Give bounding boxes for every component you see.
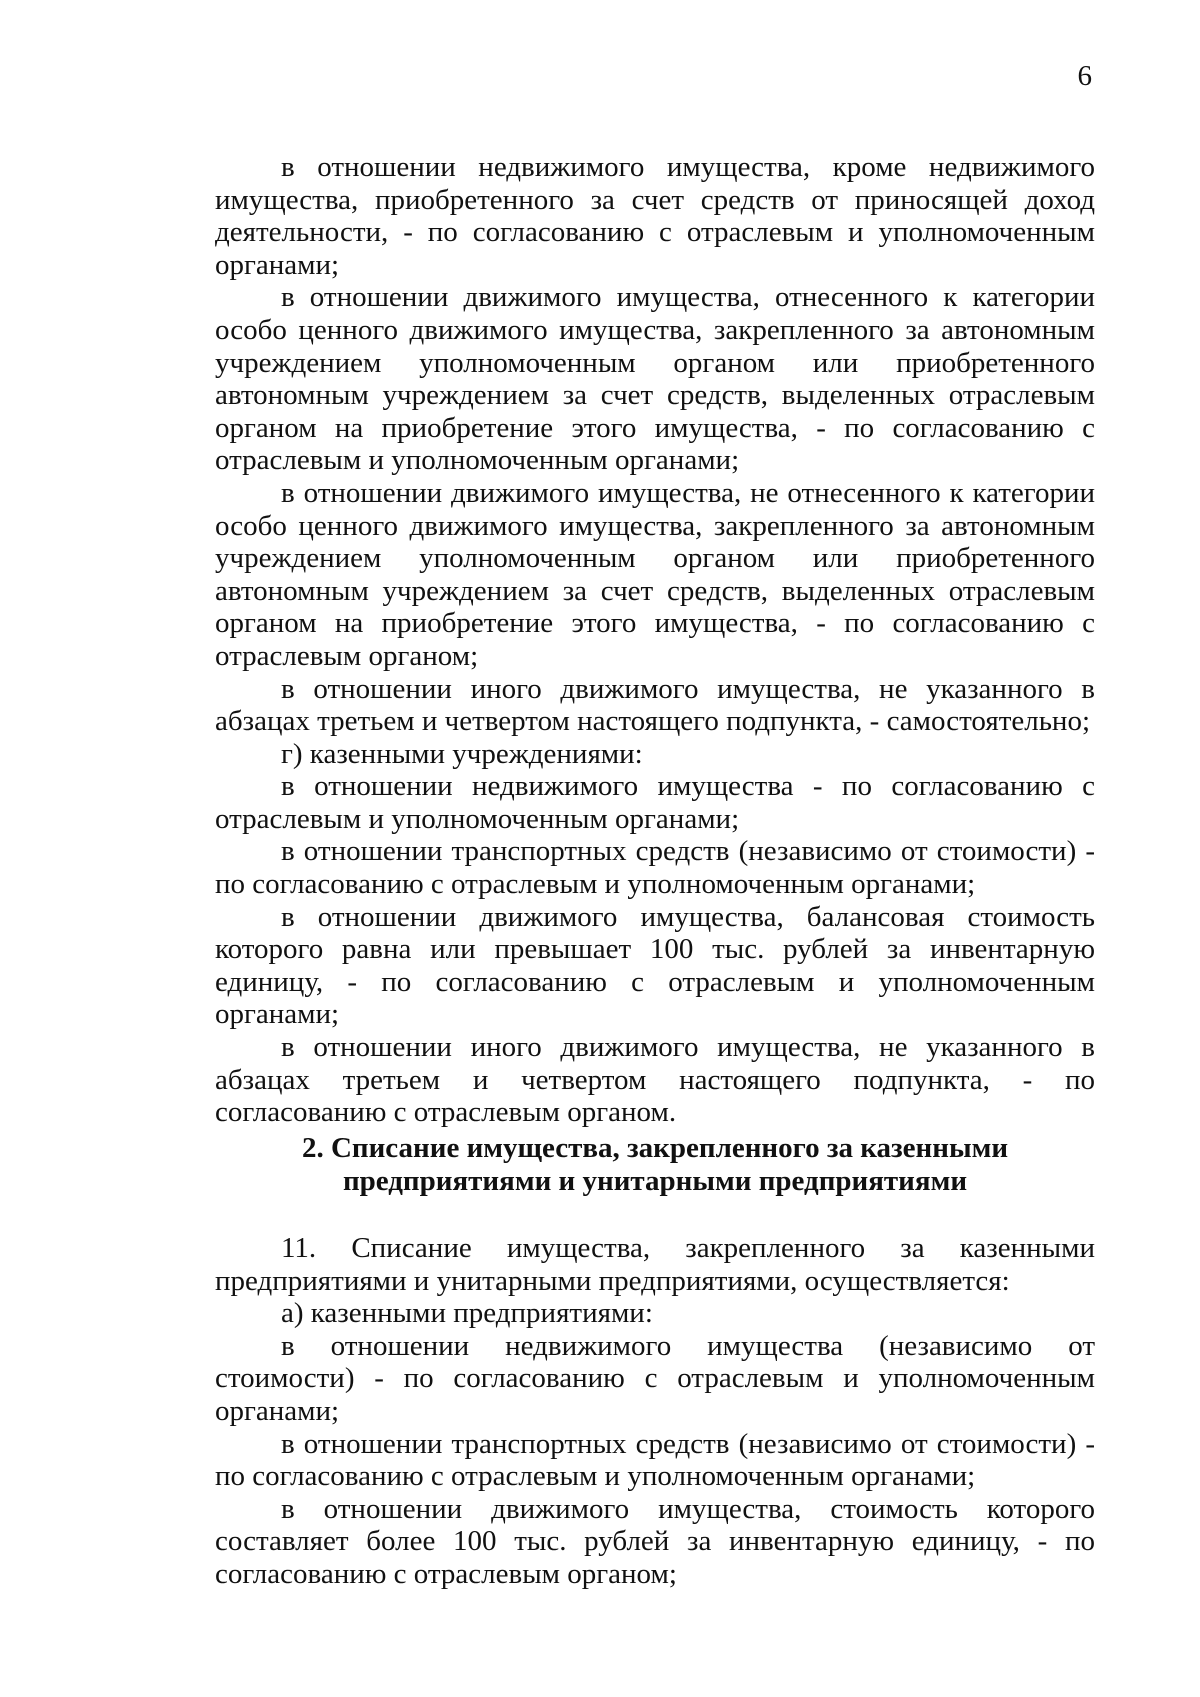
paragraph: в отношении движимого имущества, не отнесенного к категории особо ценного движимого имущества, закрепленного за автономным учреждением уполномоченным органом или приобретенного автономным учреждением за счет средств, выделенных отраслевым органом на приобретение этого имущества, - по согласованию с отраслевым органом; bbox=[215, 476, 1095, 672]
section-heading bbox=[215, 1132, 1095, 1198]
document-body-lower bbox=[215, 1232, 1095, 1591]
section-heading-line: 2. Списание имущества, закрепленного за казенными bbox=[301, 1132, 1009, 1164]
paragraph: 11. Списание имущества, закрепленного за казенными предприятиями и унитарными предприятиями, осуществляется: bbox=[215, 1232, 1095, 1297]
paragraph: в отношении движимого имущества, стоимость которого составляет более 100 тыс. рублей за инвентарную единицу, - по согласованию с отраслевым органом; bbox=[215, 1492, 1095, 1590]
paragraph: в отношении недвижимого имущества (независимо от стоимости) - по согласованию с отраслевым и уполномоченным органами; bbox=[215, 1329, 1095, 1427]
paragraph: в отношении транспортных средств (независимо от стоимости) - по согласованию с отраслевым и уполномоченным органами; bbox=[215, 1427, 1095, 1493]
paragraph: в отношении транспортных средств (независимо от стоимости) - по согласованию с отраслевым и уполномоченным органами; bbox=[215, 835, 1095, 901]
paragraph: в отношении движимого имущества, балансовая стоимость которого равна или превышает 100 тыс. рублей за инвентарную единицу, - по согласованию с отраслевым и уполномоченным органами; bbox=[215, 900, 1095, 1031]
section-heading-line: предприятиями и унитарными предприятиями bbox=[342, 1165, 968, 1197]
paragraph: в отношении недвижимого имущества - по согласованию с отраслевым и уполномоченным органами; bbox=[215, 770, 1095, 835]
paragraph: в отношении иного движимого имущества, не указанного в абзацах третьем и четвертом настоящего подпункта, - самостоятельно; bbox=[215, 672, 1095, 738]
paragraph: в отношении движимого имущества, отнесенного к категории особо ценного движимого имущества, закрепленного за автономным учреждением уполномоченным органом или приобретенного автономным учреждением за счет средств, выделенных отраслевым органом на приобретение этого имущества, - по согласованию с отраслевым и уполномоченным органами; bbox=[215, 281, 1095, 477]
page-number: 6 bbox=[1077, 60, 1092, 92]
document-body-upper bbox=[215, 151, 1095, 1129]
paragraph: г) казенными учреждениями: bbox=[281, 737, 643, 770]
paragraph: в отношении иного движимого имущества, не указанного в абзацах третьем и четвертом настоящего подпункта, - по согласованию с отраслевым органом. bbox=[215, 1031, 1095, 1129]
paragraph: а) казенными предприятиями: bbox=[281, 1297, 653, 1330]
paragraph: в отношении недвижимого имущества, кроме недвижимого имущества, приобретенного за счет средств от приносящей доход деятельности, - по согласованию с отраслевым и уполномоченным органами; bbox=[215, 151, 1095, 281]
